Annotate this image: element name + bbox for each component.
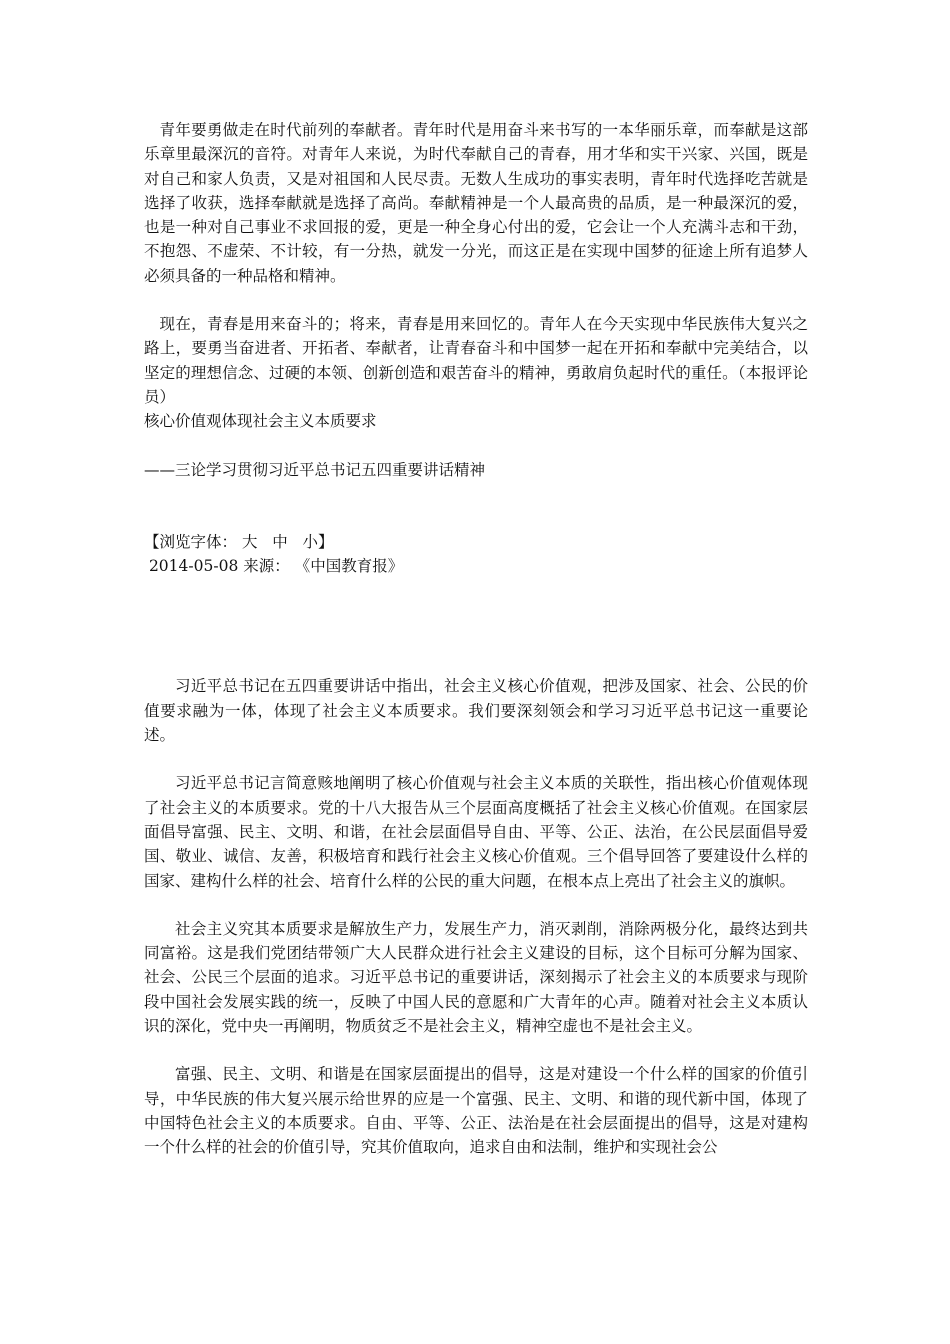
- publish-date: 2014-05-08: [148, 557, 239, 576]
- article-meta: [144, 554, 808, 578]
- article2-paragraph-2: 习近平总书记言简意赅地阐明了核心价值观与社会主义本质的关联性，指出核心价值观体现了社会主义的本质要求。党的十八大报告从三个层面高度概括了社会主义核心价值观。在国家层面倡导富强、民主、文明、和谐，在社会层面倡导自由、平等、公正、法治，在公民层面倡导爱国、敬业、诚信、友善，积极培育和践行社会主义核心价值观。三个倡导回答了要建设什么样的国家、建构什么样的社会、培育什么样的公民的重大问题，在根本点上亮出了社会主义的旗帜。: [144, 774, 808, 890]
- spacer: [144, 434, 808, 458]
- article2-paragraph-3: 社会主义究其本质要求是解放生产力，发展生产力，消灭剥削，消除两极分化，最终达到共同富裕。这是我们党团结带领广大人民群众进行社会主义建设的目标，这个目标可分解为国家、社会、公民三个层面的追求。习近平总书记的重要讲话，深刻揭示了社会主义的本质要求与现阶段中国社会发展实践的统一，反映了中国人民的意愿和广大青年的心声。随着对社会主义本质认识的深化，党中央一再阐明，物质贫乏不是社会主义，精神空虚也不是社会主义。: [144, 919, 808, 1036]
- article2-paragraph-1: 习近平总书记在五四重要讲话中指出，社会主义核心价值观，把涉及国家、社会、公民的价值要求融为一体，体现了社会主义本质要求。我们要深刻领会和学习习近平总书记这一重要论述。: [144, 677, 808, 745]
- article1-paragraph-1: 青年要勇做走在时代前列的奉献者。青年时代是用奋斗来书写的一本华丽乐章，而奉献是这部乐章里最深沉的音符。对青年人来说，为时代奉献自己的青春，用才华和实干兴家、兴国，既是对自己和家人负责，又是对祖国和人民尽责。无数人生成功的事实表明，青年时代选择吃苦就是选择了收获，选择奉献就是选择了高尚。奉献精神是一个人最高贵的品质，是一种最深沉的爱，也是一种对自己事业不求回报的爱，更是一种全身心付出的爱，它会让一个人充满斗志和干劲，不抱怨、不虚荣、不计较，有一分热，就发一分光，而这正是在实现中国梦的征途上所有追梦人必须具备的一种品格和精神。: [144, 121, 808, 285]
- spacer: [144, 288, 808, 312]
- spacer: [144, 626, 808, 674]
- spacer: [144, 482, 808, 530]
- spacer: [144, 578, 808, 626]
- spacer: [144, 1038, 808, 1062]
- document-page: [144, 118, 808, 1160]
- font-size-medium-link[interactable]: 中: [272, 532, 288, 551]
- font-size-large-link[interactable]: 大: [241, 532, 258, 551]
- source-name: 《中国教育报》: [294, 557, 404, 576]
- font-size-small-link[interactable]: 小】: [302, 532, 334, 551]
- font-size-selector: [144, 530, 808, 554]
- source-label: 来源：: [243, 557, 290, 576]
- article1-paragraph-2: 现在，青春是用来奋斗的；将来，青春是用来回忆的。青年人在今天实现中华民族伟大复兴之路上，要勇当奋进者、开拓者、奉献者，让青春奋斗和中国梦一起在开拓和奉献中完美结合，以坚定的理想信念、过硬的本领、创新创造和艰苦奋斗的精神，勇敢肩负起时代的重任。（本报评论员）: [144, 315, 808, 406]
- article2-title: 核心价值观体现社会主义本质要求: [144, 412, 377, 431]
- article2-subtitle: ——三论学习贯彻习近平总书记五四重要讲话精神: [144, 460, 486, 479]
- article2-paragraph-4: 富强、民主、文明、和谐是在国家层面提出的倡导，这是对建设一个什么样的国家的价值引导，中华民族的伟大复兴展示给世界的应是一个富强、民主、文明、和谐的现代新中国，体现了中国特色社会主义的本质要求。自由、平等、公正、法治是在社会层面提出的倡导，这是对建构一个什么样的社会的价值引导，究其价值取向，追求自由和法制，维护和实现社会公: [144, 1065, 808, 1157]
- font-size-label: 【浏览字体：: [144, 532, 238, 551]
- spacer: [144, 747, 808, 771]
- spacer: [144, 893, 808, 917]
